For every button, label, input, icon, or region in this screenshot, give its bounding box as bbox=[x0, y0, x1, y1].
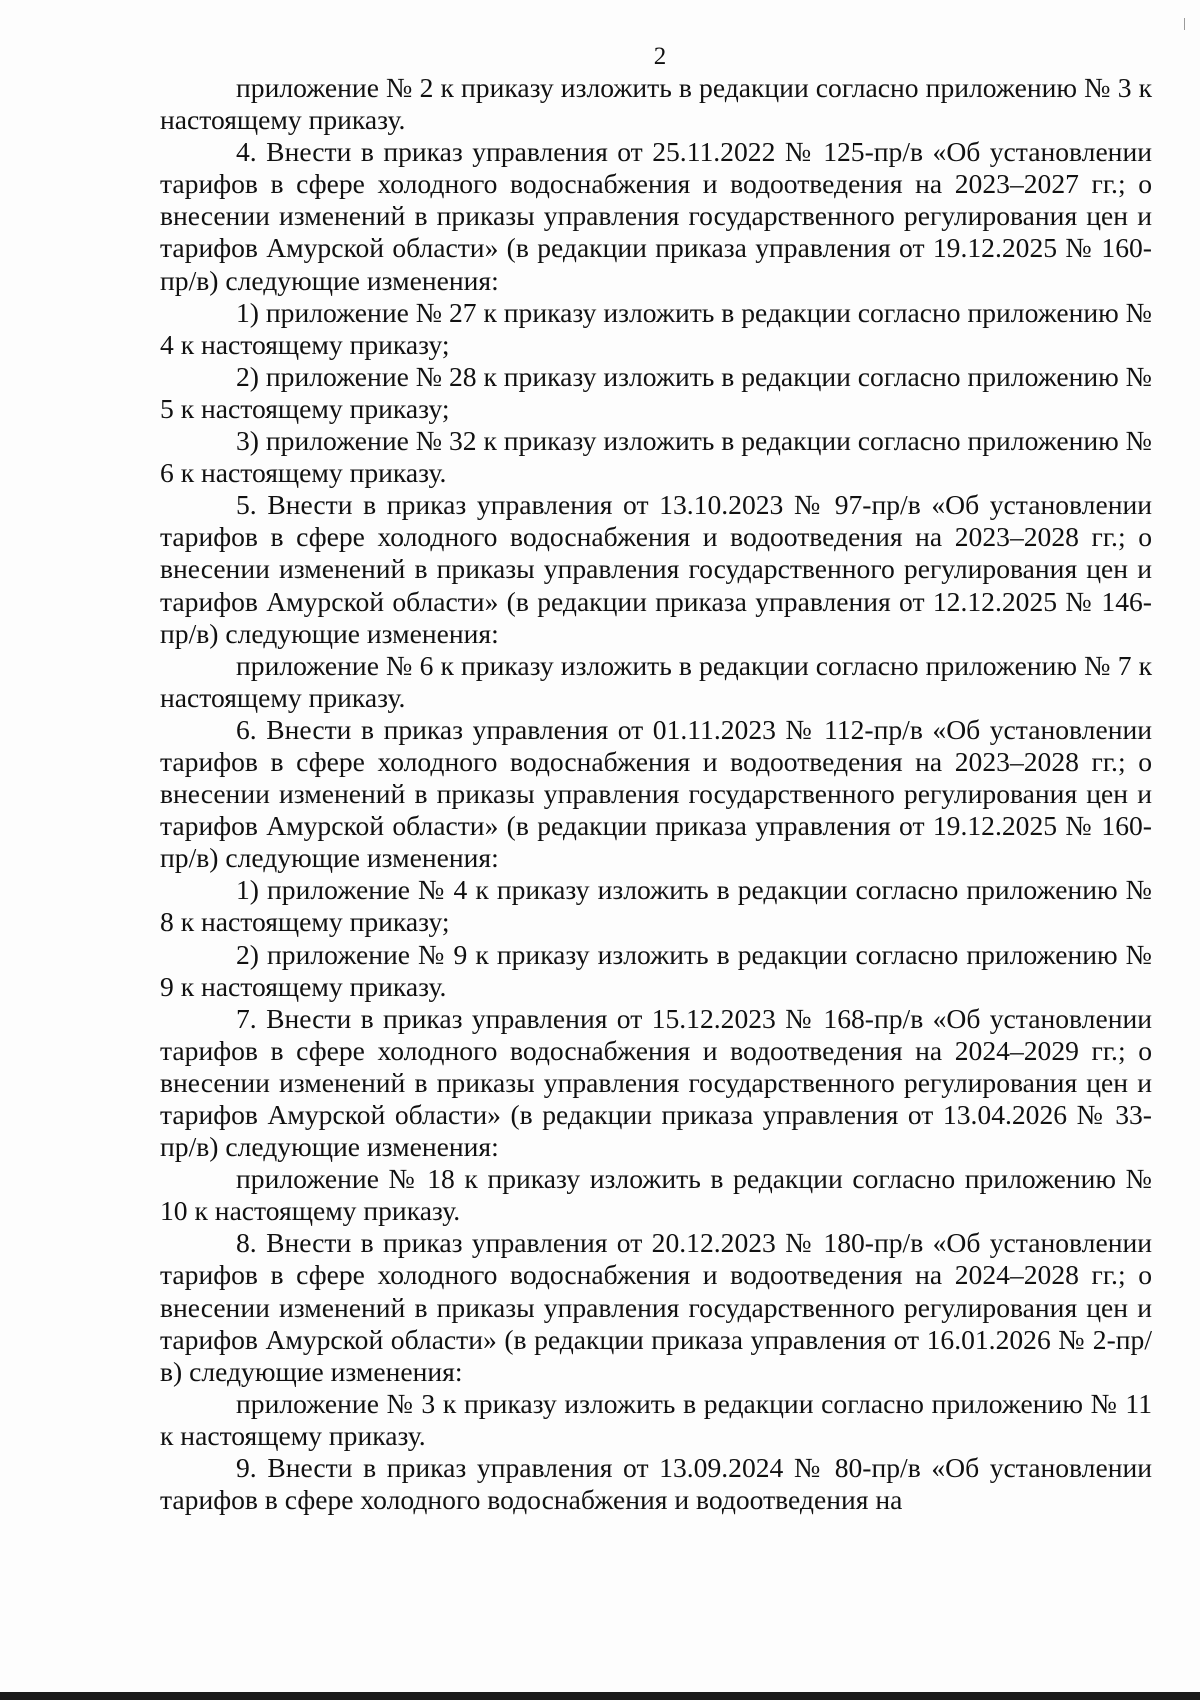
paragraph: приложение № 6 к приказу изложить в редакции согласно приложению № 7 к настоящему приказу. bbox=[160, 649, 1152, 713]
page-number: 2 bbox=[653, 43, 667, 70]
subitem-6-2: 2) приложение № 9 к приказу изложить в редакции согласно приложению № 9 к настоящему приказу. bbox=[160, 938, 1152, 1002]
paragraph: приложение № 18 к приказу изложить в редакции согласно приложению № 10 к настоящему приказу. bbox=[160, 1163, 1152, 1227]
subitem-4-1: 1) приложение № 27 к приказу изложить в редакции согласно приложению № 4 к настоящему приказу; bbox=[160, 296, 1152, 360]
paragraph-item-4: 4. Внести в приказ управления от 25.11.2022 № 125-пр/в «Об установлении тарифов в сфере холодного водоснабжения и водоотведения на 2023–2027 гг.; о внесении изменений в приказы управления государственного регулирования цен и тарифов Амурской области» (в редакции приказа управления от 19.12.2025 № 160-пр/в) следующие изменения: bbox=[160, 136, 1152, 296]
paragraph-item-8: 8. Внести в приказ управления от 20.12.2023 № 180-пр/в «Об установлении тарифов в сфере холодного водоснабжения и водоотведения на 2024–2028 гг.; о внесении изменений в приказы управления государственного регулирования цен и тарифов Амурской области» (в редакции приказа управления от 16.01.2026 № 2-пр/в) следующие изменения: bbox=[160, 1227, 1152, 1387]
subitem-6-1: 1) приложение № 4 к приказу изложить в редакции согласно приложению № 8 к настоящему приказу; bbox=[160, 874, 1152, 938]
subitem-4-3: 3) приложение № 32 к приказу изложить в редакции согласно приложению № 6 к настоящему приказу. bbox=[160, 425, 1152, 489]
scan-edge-mark bbox=[1184, 18, 1185, 30]
paragraph-item-9: 9. Внести в приказ управления от 13.09.2024 № 80-пр/в «Об установлении тарифов в сфере холодного водоснабжения и водоотведения на bbox=[160, 1452, 1152, 1516]
paragraph: приложение № 2 к приказу изложить в редакции согласно приложению № 3 к настоящему приказу. bbox=[160, 72, 1152, 136]
paragraph-item-6: 6. Внести в приказ управления от 01.11.2023 № 112-пр/в «Об установлении тарифов в сфере холодного водоснабжения и водоотведения на 2023–2028 гг.; о внесении изменений в приказы управления государственного регулирования цен и тарифов Амурской области» (в редакции приказа управления от 19.12.2025 № 160-пр/в) следующие изменения: bbox=[160, 713, 1152, 874]
paragraph-item-5: 5. Внести в приказ управления от 13.10.2023 № 97-пр/в «Об установлении тарифов в сфере холодного водоснабжения и водоотведения на 2023–2028 гг.; о внесении изменений в приказы управления государственного регулирования цен и тарифов Амурской области» (в редакции приказа управления от 12.12.2025 № 146-пр/в) следующие изменения: bbox=[160, 489, 1152, 649]
scan-bottom-edge bbox=[0, 1692, 1200, 1700]
paragraph: приложение № 3 к приказу изложить в редакции согласно приложению № 11 к настоящему приказу. bbox=[160, 1387, 1152, 1451]
subitem-4-2: 2) приложение № 28 к приказу изложить в редакции согласно приложению № 5 к настоящему приказу; bbox=[160, 360, 1152, 424]
document-body bbox=[160, 72, 1152, 1516]
paragraph-item-7: 7. Внести в приказ управления от 15.12.2023 № 168-пр/в «Об установлении тарифов в сфере холодного водоснабжения и водоотведения на 2024–2029 гг.; о внесении изменений в приказы управления государственного регулирования цен и тарифов Амурской области» (в редакции приказа управления от 13.04.2026 № 33-пр/в) следующие изменения: bbox=[160, 1002, 1152, 1163]
